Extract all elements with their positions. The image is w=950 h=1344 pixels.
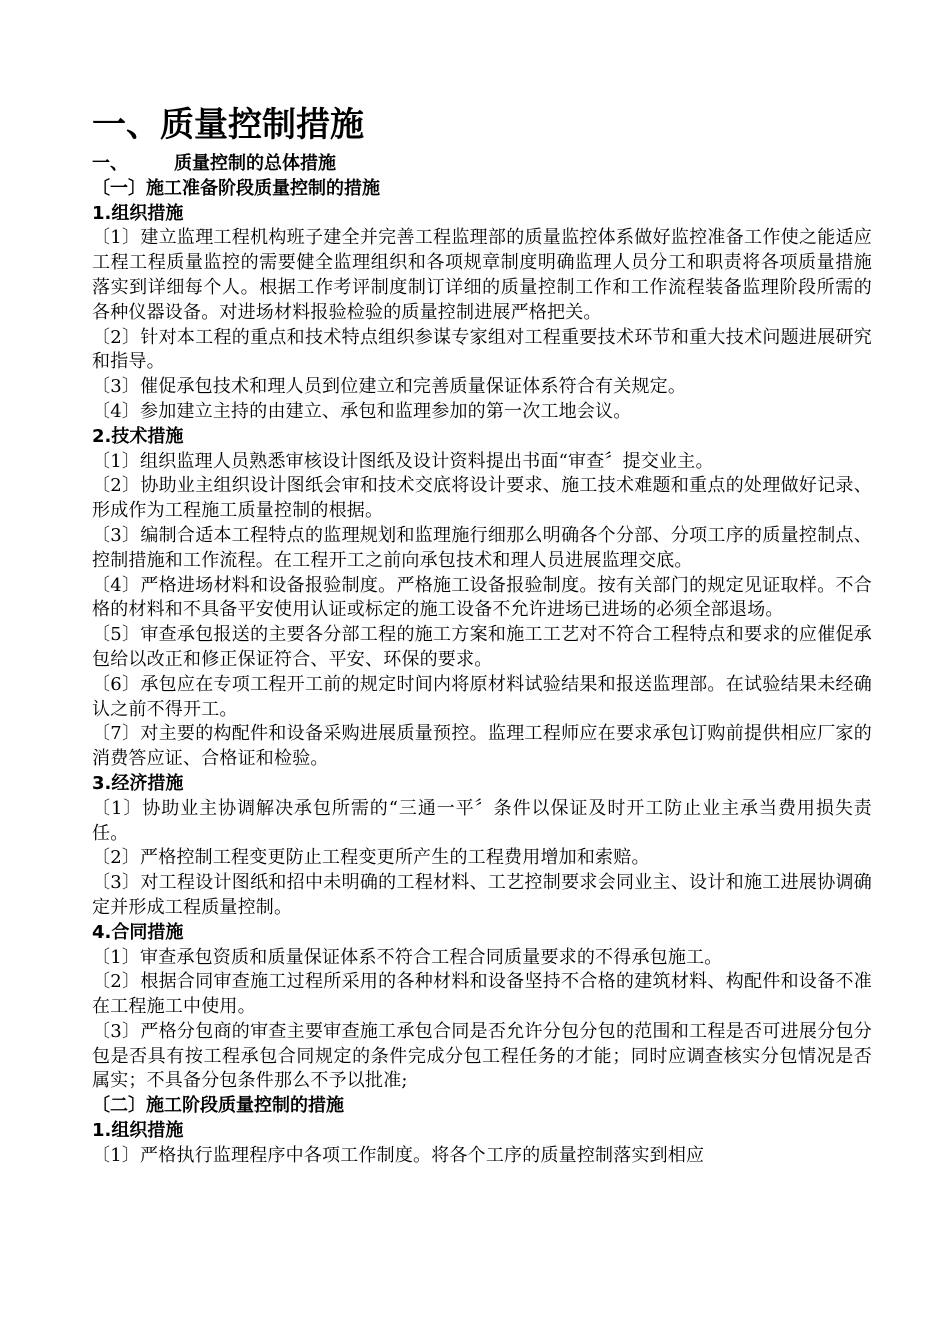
paragraph-org2-1: 〔1〕严格执行监理程序中各项工作制度。将各个工序的质量控制落实到相应 [92, 1144, 705, 1166]
document-page [92, 100, 872, 1169]
section-heading-text: 质量控制的总体措施 [174, 153, 336, 174]
paragraph-tech-5: 〔5〕审查承包报送的主要各分部工程的施工方案和施工工艺对不符合工程特点和要求的应催促承包给以改正和修正保证符合、平安、环保的要求。 [92, 624, 872, 670]
document-title: 一、质量控制措施 [92, 105, 364, 145]
heading-org-measures-2: 1.组织措施 [92, 1120, 184, 1142]
paragraph-contract-3: 〔3〕严格分包商的审查主要审查施工承包合同是否允许分包分包的范围和工程是否可进展分包分包是否具有按工程承包合同规定的条件完成分包工程任务的才能；同时应调查核实分包情况是否属实；不具备分包条件那么不予以批准; [92, 1020, 872, 1092]
paragraph-tech-1: 〔1〕组织监理人员熟悉审核设计图纸及设计资料提出书面“审查〞提交业主。 [92, 450, 714, 472]
paragraph-tech-4: 〔4〕严格进场材料和设备报验制度。严格施工设备报验制度。按有关部门的规定见证取样。不合格的材料和不具备平安使用认证或标定的施工设备不允许进场已进场的必须全部退场。 [92, 574, 872, 621]
paragraph-econ-2: 〔2〕严格控制工程变更防止工程变更所产生的工程费用增加和索赔。 [92, 847, 650, 869]
section-heading [92, 152, 872, 177]
paragraph-contract-1: 〔1〕审查承包资质和质量保证体系不符合工程合同质量要求的不得承包施工。 [92, 946, 723, 968]
paragraph-org-4: 〔4〕参加建立主持的由建立、承包和监理参加的第一次工地会议。 [92, 400, 632, 422]
paragraph-tech-2: 〔2〕协助业主组织设计图纸会审和技术交底将设计要求、施工技术难题和重点的处理做好记录、形成作为工程施工质量控制的根据。 [92, 475, 872, 522]
paragraph-econ-1: 〔1〕协助业主协调解决承包所需的“三通一平〞条件以保证及时开工防止业主承当费用损失责任。 [92, 797, 872, 844]
subsection-heading-prep: 〔一〕施工准备阶段质量控制的措施 [92, 177, 380, 199]
heading-org-measures: 1.组织措施 [92, 202, 184, 224]
paragraph-tech-7: 〔7〕对主要的构配件和设备采购进展质量预控。监理工程师应在要求承包订购前提供相应厂家的消费答应证、合格证和检验。 [92, 723, 872, 770]
paragraph-tech-6: 〔6〕承包应在专项工程开工前的规定时间内将原材料试验结果和报送监理部。在试验结果未经确认之前不得开工。 [92, 673, 872, 720]
paragraph-org-2: 〔2〕针对本工程的重点和技术特点组织参谋专家组对工程重要技术环节和重大技术问题进展研究和指导。 [92, 326, 872, 373]
heading-econ-measures: 3.经济措施 [92, 772, 184, 794]
heading-contract-measures: 4.合同措施 [92, 921, 184, 943]
subsection-heading-construction: 〔二〕施工阶段质量控制的措施 [92, 1095, 344, 1117]
paragraph-org-3: 〔3〕催促承包技术和理人员到位建立和完善质量保证体系符合有关规定。 [92, 376, 687, 398]
paragraph-tech-3: 〔3〕编制合适本工程特点的监理规划和监理施行细那么明确各个分部、分项工序的质量控制点、控制措施和工作流程。在工程开工之前向承包技术和理人员进展监理交底。 [92, 524, 872, 571]
heading-tech-measures: 2.技术措施 [92, 425, 184, 447]
section-number: 一、 [92, 153, 128, 174]
paragraph-econ-3: 〔3〕对工程设计图纸和招中未明确的工程材料、工艺控制要求会同业主、设计和施工进展协调确定并形成工程质量控制。 [92, 872, 872, 918]
paragraph-contract-2: 〔2〕根据合同审查施工过程所采用的各种材料和设备坚持不合格的建筑材料、构配件和设备不准在工程施工中使用。 [92, 971, 872, 1018]
paragraph-org-1: 〔1〕建立监理工程机构班子建全并完善工程监理部的质量监控体系做好监控准备工作使之能适应工程工程质量监控的需要健全监理组织和各项规章制度明确监理人员分工和职责将各项质量措施落实到详细每个人。根据工作考评制度制订详细的质量控制工作和工作流程装备监理阶段所需的各种仪器设备。对进场材料报验检验的质量控制进展严格把关。 [92, 227, 872, 323]
